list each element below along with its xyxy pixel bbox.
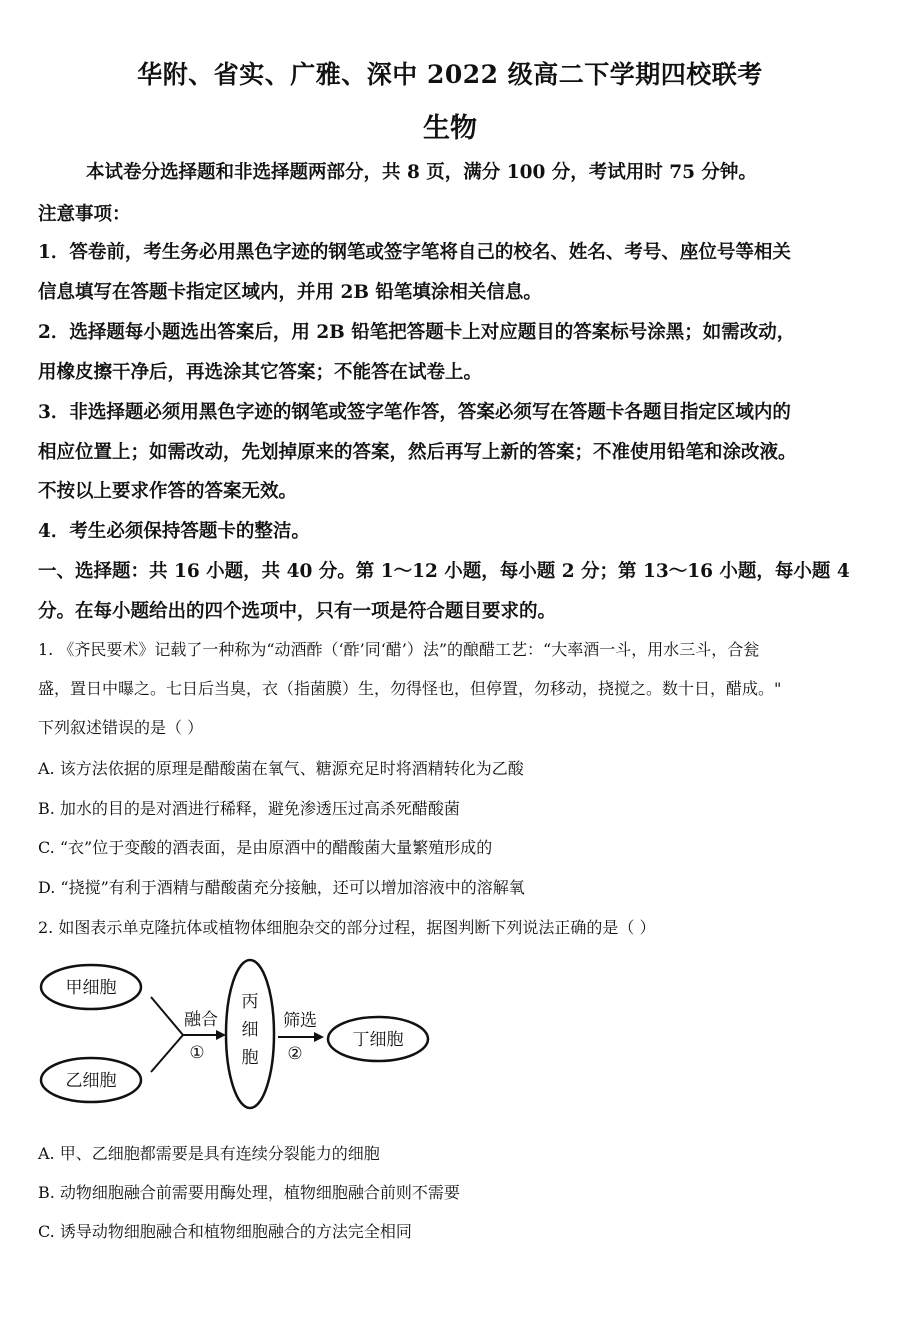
screen-step-number: ② <box>287 1044 303 1064</box>
notice-line: 信息填写在答题卡指定区域内，并用 2B 铅笔填涂相关信息。 <box>38 282 542 303</box>
notice-line: 用橡皮擦干净后，再选涂其它答案；不能答在试卷上。 <box>38 362 483 383</box>
cell-c-label: 胞 <box>241 1048 259 1068</box>
fusion-step-number: ① <box>189 1043 205 1063</box>
question-1-option-c: C. “衣”位于变酸的酒表面，是由原酒中的醋酸菌大量繁殖形成的 <box>38 838 493 857</box>
question-1-stem: 盛，置日中曝之。七日后当臭，衣（指菌膜）生，勿得怪也，但停置，勿移动，挠搅之。数十日，醋成。" <box>38 679 782 698</box>
question-2-stem: 2. 如图表示单克隆抗体或植物体细胞杂交的部分过程，据图判断下列说法正确的是（ ） <box>38 918 656 937</box>
subject-title: 生物 <box>423 113 477 144</box>
screen-arrow-head <box>314 1032 324 1042</box>
cell-c-label: 丙 <box>241 992 259 1012</box>
screen-label: 筛选 <box>283 1011 317 1031</box>
question-1-option-a: A. 该方法依据的原理是醋酸菌在氧气、糖源充足时将酒精转化为乙酸 <box>38 759 524 778</box>
section-heading: 一、选择题：共 16 小题，共 40 分。第 1～12 小题，每小题 2 分；第 13～16 小题，每小题 4 <box>38 561 850 582</box>
exam-intro: 本试卷分选择题和非选择题两部分，共 8 页，满分 100 分，考试用时 75 分钟。 <box>86 162 757 183</box>
question-2-option-c: C. 诱导动物细胞融合和植物细胞融合的方法完全相同 <box>38 1222 412 1241</box>
question-1-stem: 1. 《齐民要术》记载了一种称为“动酒酢（‘酢’同‘醋’）法”的酿醋工艺：“大率酒一斗，用水三斗，合瓮 <box>38 640 760 659</box>
question-2-option-a: A. 甲、乙细胞都需要是具有连续分裂能力的细胞 <box>38 1144 380 1163</box>
cell-fusion-diagram <box>38 955 438 1113</box>
merge-line-top <box>151 997 183 1035</box>
section-heading: 分。在每小题给出的四个选项中，只有一项是符合题目要求的。 <box>38 601 557 622</box>
question-2-option-b: B. 动物细胞融合前需要用酶处理，植物细胞融合前则不需要 <box>38 1183 460 1202</box>
exam-title: 华附、省实、广雅、深中 2022 级高二下学期四校联考 <box>137 60 763 89</box>
fusion-label: 融合 <box>184 1010 218 1030</box>
cell-b-label: 乙细胞 <box>65 1071 117 1091</box>
notice-line: 不按以上要求作答的答案无效。 <box>38 481 298 502</box>
cell-d-label: 丁细胞 <box>352 1030 404 1050</box>
fusion-arrow-head <box>216 1030 226 1040</box>
notice-line: 1．答卷前，考生务必用黑色字迹的钢笔或签字笔将自己的校名、姓名、考号、座位号等相关 <box>38 242 791 263</box>
notice-line: 3．非选择题必须用黑色字迹的钢笔或签字笔作答，答案必须写在答题卡各题目指定区域内的 <box>38 402 791 423</box>
cell-c-label: 细 <box>241 1020 259 1040</box>
question-1-stem: 下列叙述错误的是（ ） <box>38 718 204 737</box>
question-1-option-b: B. 加水的目的是对酒进行稀释，避免渗透压过高杀死醋酸菌 <box>38 799 460 818</box>
notice-line: 2．选择题每小题选出答案后，用 2B 铅笔把答题卡上对应题目的答案标号涂黑；如需改动， <box>38 322 796 343</box>
question-1-option-d: D. “挠搅”有利于酒精与醋酸菌充分接触，还可以增加溶液中的溶解氧 <box>38 878 525 897</box>
notice-line: 相应位置上；如需改动，先划掉原来的答案，然后再写上新的答案；不准使用铅笔和涂改液。 <box>38 442 797 463</box>
cell-a-label: 甲细胞 <box>65 978 117 998</box>
notice-line: 4．考生必须保持答题卡的整洁。 <box>38 521 310 542</box>
merge-line-bottom <box>151 1035 183 1072</box>
notice-heading: 注意事项： <box>38 204 131 225</box>
